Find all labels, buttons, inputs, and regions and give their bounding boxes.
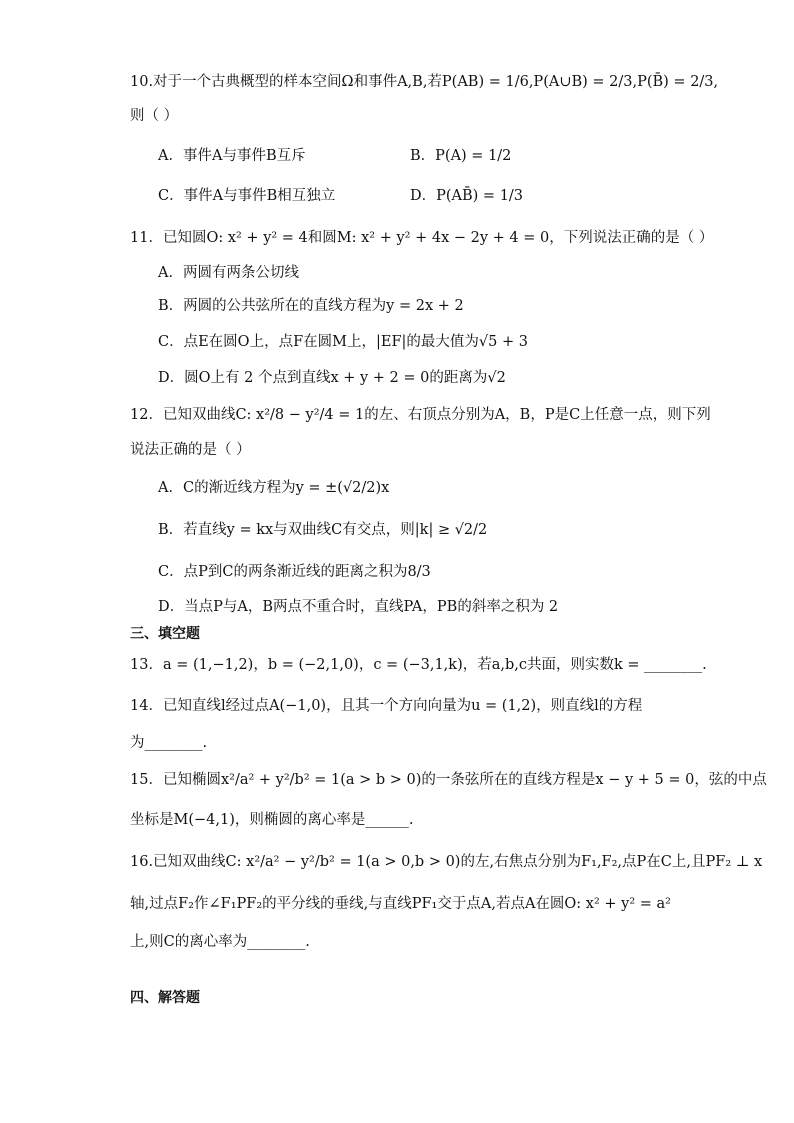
section-title-solutions: 四、解答题 [130, 990, 200, 1006]
q12-stem-cont: 说法正确的是（ ） [130, 442, 251, 458]
q10-option-b: B．P(A) = 1/2 [410, 148, 512, 164]
q11-option-a: A．两圆有两条公切线 [158, 265, 299, 281]
q10-option-c: C．事件A与事件B相互独立 [158, 188, 336, 204]
q12-option-d: D．当点P与A，B两点不重合时，直线PA，PB的斜率之积为 2 [158, 599, 559, 615]
q15-line1: 15．已知椭圆x²/a² + y²/b² = 1(a > b > 0)的一条弦所在的直线方程是x − y + 5 = 0，弦的中点 [130, 772, 767, 788]
q10-stem: 10.对于一个古典概型的样本空间Ω和事件A,B,若P(AB) = 1/6,P(A∪B) = 2/3,P(B̄) = 2/3, [130, 74, 719, 90]
q14-line2: 为________. [130, 735, 208, 751]
q15-line2: 坐标是M(−4,1)，则椭圆的离心率是______. [130, 812, 414, 828]
q11-option-d: D．圆O上有 2 个点到直线x + y + 2 = 0的距离为√2 [158, 370, 506, 386]
q16-line2: 轴,过点F₂作∠F₁PF₂的平分线的垂线,与直线PF₁交于点A,若点A在圆O: x² + y² = a² [130, 896, 671, 912]
q12-stem: 12．已知双曲线C: x²/8 − y²/4 = 1的左、右顶点分别为A，B，P是C上任意一点，则下列 [130, 407, 711, 423]
q10-stem-cont: 则（ ） [130, 108, 179, 124]
q14-line1: 14．已知直线l经过点A(−1,0)，且其一个方向向量为u = (1,2)，则直线l的方程 [130, 698, 643, 714]
section-title-fill-in: 三、填空题 [130, 626, 200, 642]
q11-option-c: C．点E在圆O上，点F在圆M上，|EF|的最大值为√5 + 3 [158, 334, 528, 350]
q12-option-b: B．若直线y = kx与双曲线C有交点，则|k| ≥ √2/2 [158, 522, 488, 538]
q12-option-c: C．点P到C的两条渐近线的距离之积为8/3 [158, 564, 431, 580]
q11-stem: 11．已知圆O: x² + y² = 4和圆M: x² + y² + 4x − 2y + 4 = 0，下列说法正确的是（ ） [130, 230, 714, 246]
q16-line3: 上,则C的离心率为________. [130, 934, 310, 950]
q10-option-a: A．事件A与事件B互斥 [158, 148, 306, 164]
q11-option-b: B．两圆的公共弦所在的直线方程为y = 2x + 2 [158, 298, 464, 314]
q12-option-a: A．C的渐近线方程为y = ±(√2/2)x [158, 480, 390, 496]
q13-text: 13．a = (1,−1,2)，b = (−2,1,0)，c = (−3,1,k)，若a,b,c共面，则实数k = ________. [130, 657, 707, 673]
q10-option-d: D．P(AB̄) = 1/3 [410, 188, 524, 204]
q16-line1: 16.已知双曲线C: x²/a² − y²/b² = 1(a > 0,b > 0)的左,右焦点分别为F₁,F₂,点P在C上,且PF₂ ⊥ x [130, 854, 763, 870]
